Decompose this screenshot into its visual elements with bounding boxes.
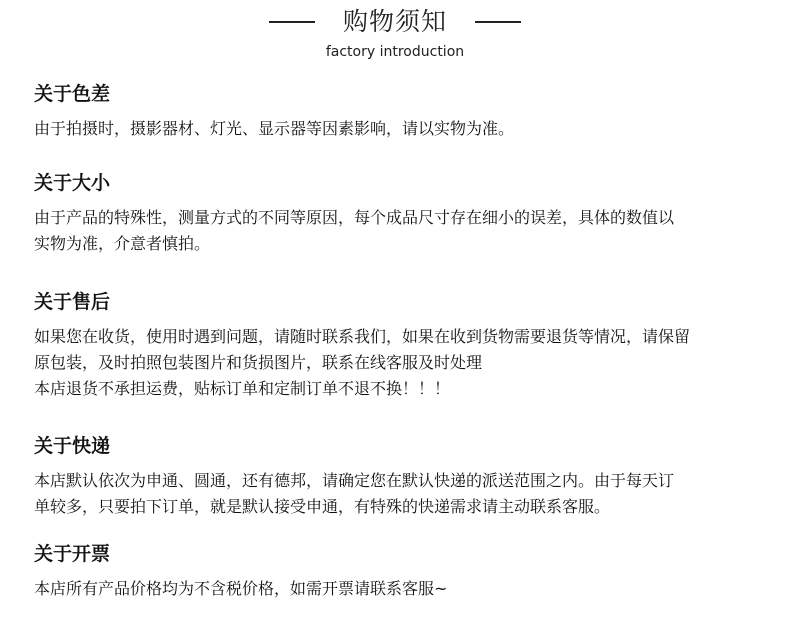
- section-body: [34, 468, 764, 520]
- section-text-line: 本店退货不承担运费，贴标订单和定制订单不退不换！！！: [34, 379, 451, 398]
- section-color-difference: [34, 81, 764, 142]
- section-heading: 关于快递: [34, 435, 111, 457]
- section-text-line: 本店默认依次为申通、圆通，还有德邦，请确定您在默认快递的派送范围之内。由于每天订: [34, 471, 675, 490]
- section-heading: 关于开票: [34, 543, 111, 565]
- section-heading: 关于大小: [34, 172, 111, 194]
- section-heading: 关于售后: [34, 291, 111, 313]
- title-left-rule: [269, 21, 315, 23]
- title-right-rule: [475, 21, 521, 23]
- title-row: [0, 4, 790, 40]
- section-size: [34, 170, 764, 257]
- section-text-line: 原包装，及时拍照包装图片和货损图片，联系在线客服及时处理: [34, 353, 483, 372]
- section-body: [34, 576, 764, 602]
- section-body: [34, 116, 764, 142]
- section-heading: 关于色差: [34, 83, 111, 105]
- page-subtitle: factory introduction: [325, 44, 465, 60]
- section-text-line: 单较多，只要拍下订单，就是默认接受申通，有特殊的快递需求请主动联系客服。: [34, 497, 611, 516]
- section-express: [34, 433, 764, 520]
- section-invoice: [34, 541, 764, 602]
- section-body: [34, 324, 764, 402]
- section-body: [34, 205, 764, 257]
- section-text-line: 实物为准，介意者慎拍。: [34, 234, 211, 253]
- section-after-sales: [34, 289, 764, 402]
- page-title: 购物须知: [342, 7, 447, 36]
- section-text-line: 由于产品的特殊性，测量方式的不同等原因，每个成品尺寸存在细小的误差，具体的数值以: [34, 208, 675, 227]
- section-text-line: 如果您在收货，使用时遇到问题，请随时联系我们，如果在收到货物需要退货等情况，请保留: [34, 327, 691, 346]
- section-text-line: 本店所有产品价格均为不含税价格，如需开票请联系客服~: [34, 579, 448, 598]
- section-text-line: 由于拍摄时，摄影器材、灯光、显示器等因素影响，请以实物为准。: [34, 119, 515, 138]
